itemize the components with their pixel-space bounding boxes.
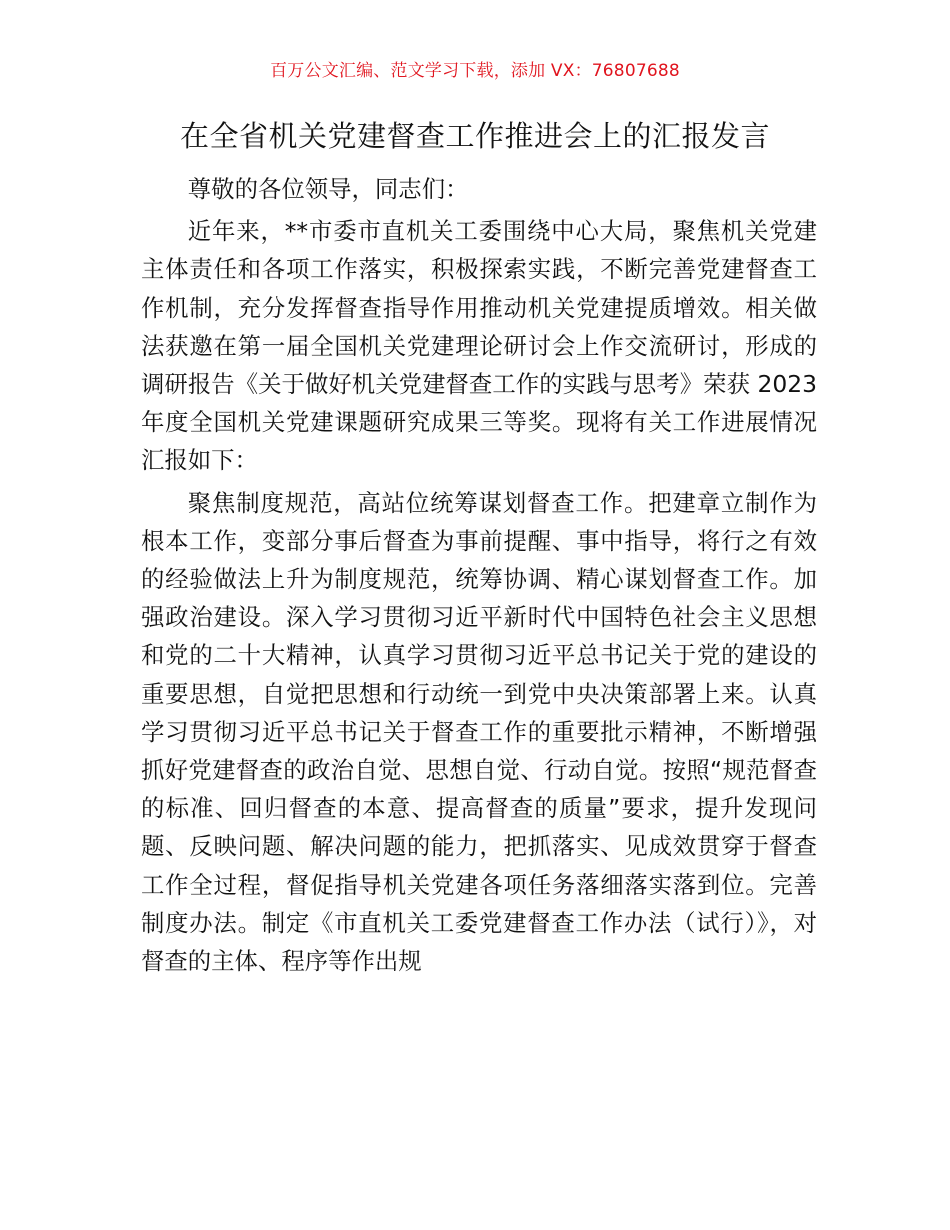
paragraph-institutional-norms: 聚焦制度规范，高站位统筹谋划督查工作。把建章立制作为根本工作，变部分事后督查为事前提醒、事中指导，将行之有效的经验做法上升为制度规范，统筹协调、精心谋划督查工作。加强政治建设。深入学习贯彻习近平新时代中国特色社会主义思想和党的二十大精神，认真学习贯彻习近平总书记关于党的建设的重要思想，自觉把思想和行动统一到党中央决策部署上来。认真学习贯彻习近平总书记关于督查工作的重要批示精神，不断增强抓好党建督查的政治自觉、思想自觉、行动自觉。按照“规范督查的标准、回归督查的本意、提高督查的质量”要求，提升发现问题、反映问题、解决问题的能力，把抓落实、见成效贯穿于督查工作全过程，督促指导机关党建各项任务落细落实落到位。完善制度办法。制定《市直机关工委党建督查工作办法（试行）》，对督查的主体、程序等作出规 [141,488,817,976]
document-title: 在全省机关党建督查工作推进会上的汇报发言 [179,119,770,153]
paragraph-intro: 近年来，**市委市直机关工委围绕中心大局，聚焦机关党建主体责任和各项工作落实，积极探索实践，不断完善党建督查工作机制，充分发挥督查指导作用推动机关党建提质增效。相关做法获邀在第一届全国机关党建理论研讨会上作交流研讨，形成的调研报告《关于做好机关党建督查工作的实践与思考》荣获 2023 年度全国机关党建课题研究成果三等奖。现将有关工作进展情况汇报如下： [141,217,817,475]
watermark-header: 百万公文汇编、范文学习下载，添加 VX：76807688 [270,61,680,81]
salutation: 尊敬的各位领导，同志们： [187,175,469,203]
document-body [141,170,817,980]
